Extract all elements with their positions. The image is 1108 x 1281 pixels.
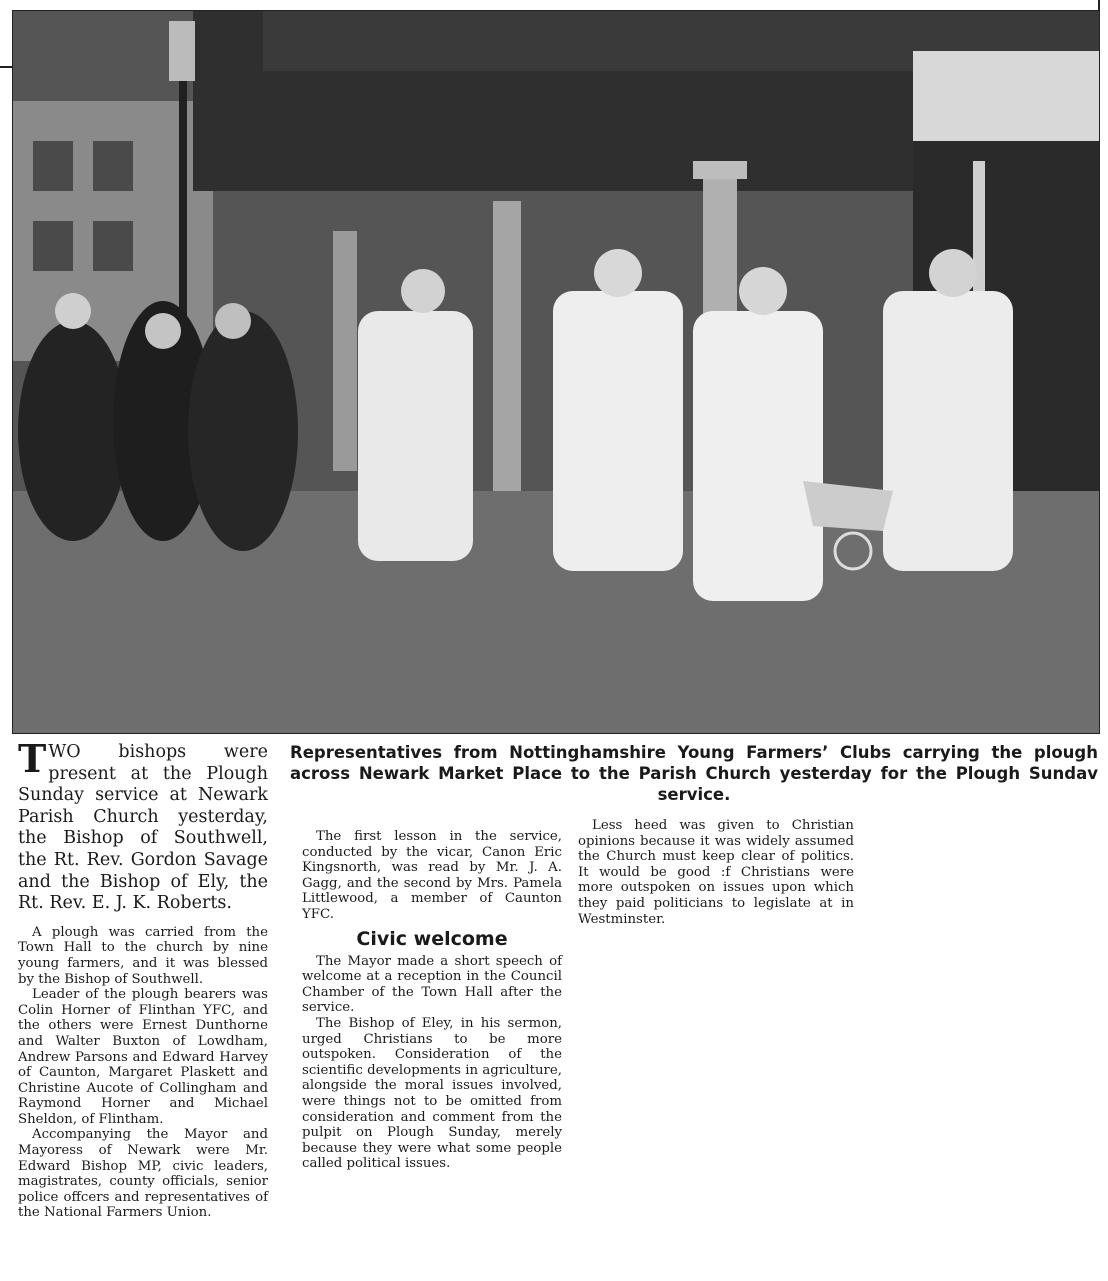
paragraph: Leader of the plough bearers was Colin Horner of Flinthan YFC, and the others were Ernest Dunthorne and Walter Buxton of Lowdham, Andrew Parsons and Edward Harvey of Caunton, Margaret Plaskett and Christine Aucote of Collingham and Raymond Horner and Michael Sheldon, of Flintham.: [18, 987, 268, 1127]
drop-cap: T: [18, 736, 47, 781]
subheading: Civic welcome: [356, 927, 508, 950]
news-photo: [12, 10, 1100, 734]
article-column-2: [302, 829, 562, 1172]
article-column-3: [578, 818, 854, 927]
lead-text: WO bishops were present at the Plough Sunday service at Newark Parish Church yesterday, the Bishop of Southwell, the Rt. Rev. Gordon Savage and the Bishop of Ely, the Rt. Rev. E. J. K. Roberts.: [18, 742, 268, 914]
photo-caption: Representatives from Nottinghamshire Young Farmers’ Clubs carrying the plough across Newark Market Place to the Parish Church yesterday for the Plough Sundav service.: [290, 743, 1098, 804]
photo-illustration: [13, 11, 1099, 733]
article-column-1: [18, 736, 268, 1221]
paragraph: A plough was carried from the Town Hall to the church by nine young farmers, and it was blessed by the Bishop of Southwell.: [18, 924, 268, 987]
paragraph: Accompanying the Mayor and Mayoress of Newark were Mr. Edward Bishop MP, civic leaders, magistrates, county officials, senior police offcers and representatives of the National Farmers Union.: [18, 1127, 268, 1221]
lead-paragraph: [18, 736, 268, 915]
paragraph: The Bishop of Eley, in his sermon, urged Christians to be more outspoken. Consideration of the scientific developments in agriculture, alongside the moral issues involved, were things not to be omitted from consideration and comment from the pulpit on Plough Sunday, merely because they were what some people called political issues.: [302, 1015, 562, 1172]
paragraph: The Mayor made a short speech of welcome at a reception in the Council Chamber of the Town Hall after the service.: [302, 953, 562, 1016]
paragraph: Less heed was given to Christian opinions because it was widely assumed the Church must keep clear of politics. It would be good :f Christians were more outspoken on issues upon which they paid politicians to legislate at in Westminster.: [578, 818, 854, 927]
paragraph: The first lesson in the service, conducted by the vicar, Canon Eric Kingsnorth, was read by Mr. J. A. Gagg, and the second by Mrs. Pamela Littlewood, a member of Caunton YFC.: [302, 829, 562, 922]
